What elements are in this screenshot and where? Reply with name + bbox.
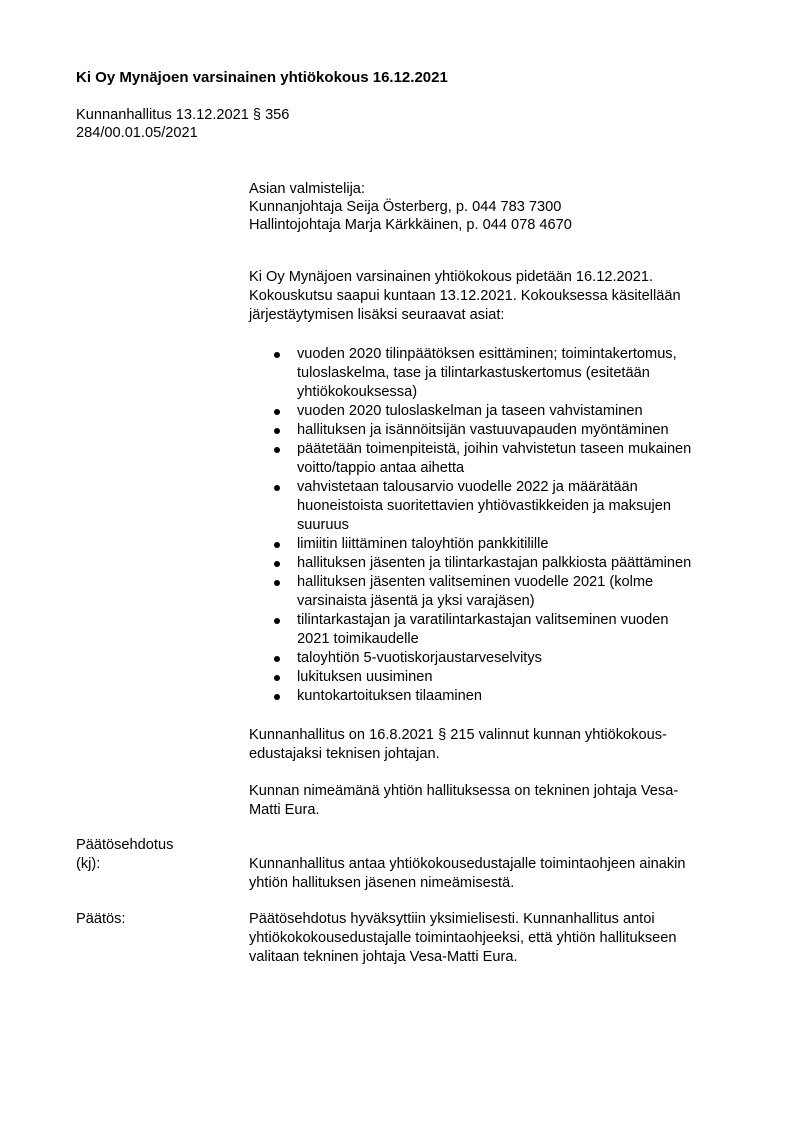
bullet-icon [274, 675, 280, 681]
meeting-reference: Kunnanhallitus 13.12.2021 § 356 [76, 107, 290, 123]
agenda-item-line: limiitin liittäminen taloyhtiön pankkitilille [297, 536, 549, 552]
agenda-item-line: hallituksen jäsenten ja tilintarkastajan palkkiosta päättäminen [297, 555, 692, 571]
intro-line: Ki Oy Mynäjoen varsinainen yhtiökokous pidetään 16.12.2021. [249, 269, 654, 285]
para1-line: edustajaksi teknisen johtajan. [249, 746, 440, 762]
agenda-item-line: päätetään toimenpiteistä, joihin vahvistetun taseen mukainen [297, 441, 692, 457]
agenda-item-line: huoneistoista suoritettavien yhtiövastikkeiden ja maksujen [297, 498, 671, 514]
bullet-icon [274, 409, 280, 415]
proposal-label: Päätösehdotus [76, 837, 174, 853]
agenda-item-line: taloyhtiön 5-vuotiskorjaustarveselvitys [297, 650, 542, 666]
bullet-icon [274, 352, 280, 358]
document-title: Ki Oy Mynäjoen varsinainen yhtiökokous 16.12.2021 [76, 69, 448, 86]
decision-text: Päätösehdotus hyväksyttiin yksimielisesti. Kunnanhallitus antoi [249, 911, 655, 927]
agenda-item-line: vuoden 2020 tuloslaskelman ja taseen vahvistaminen [297, 403, 643, 419]
para2-line: Kunnan nimeämänä yhtiön hallituksessa on tekninen johtaja Vesa- [249, 783, 679, 799]
agenda-item-line: varsinaista jäsentä ja yksi varajäsen) [297, 593, 535, 609]
bullet-icon [274, 542, 280, 548]
preparers-label: Asian valmistelija: [249, 181, 365, 197]
preparer-2: Hallintojohtaja Marja Kärkkäinen, p. 044 078 4670 [249, 217, 572, 233]
bullet-icon [274, 561, 280, 567]
agenda-item-line: vahvistetaan talousarvio vuodelle 2022 ja määrätään [297, 479, 638, 495]
bullet-icon [274, 485, 280, 491]
agenda-item-line: 2021 toimikaudelle [297, 631, 419, 647]
decision-text: yhtiökokokousedustajalle toimintaohjeeksi, että yhtiön hallitukseen [249, 930, 677, 946]
bullet-icon [274, 580, 280, 586]
bullet-icon [274, 447, 280, 453]
decision-text: valitaan tekninen johtaja Vesa-Matti Eura. [249, 949, 518, 965]
decision-label: Päätös: [76, 911, 126, 927]
agenda-item-line: tuloslaskelma, tase ja tilintarkastuskertomus (esitetään [297, 365, 650, 381]
record-number: 284/00.01.05/2021 [76, 125, 198, 141]
bullet-icon [274, 618, 280, 624]
agenda-item-line: yhtiökokouksessa) [297, 384, 418, 400]
para2-line: Matti Eura. [249, 802, 320, 818]
agenda-item-line: voitto/tappio antaa aihetta [297, 460, 465, 476]
agenda-item-line: hallituksen ja isännöitsijän vastuuvapauden myöntäminen [297, 422, 669, 438]
bullet-icon [274, 694, 280, 700]
intro-line: Kokouskutsu saapui kuntaan 13.12.2021. Kokouksessa käsitellään [249, 288, 681, 304]
preparer-1: Kunnanjohtaja Seija Österberg, p. 044 783 7300 [249, 199, 562, 215]
proposal-text: yhtiön hallituksen jäsenen nimeämisestä. [249, 875, 515, 891]
agenda-item-line: vuoden 2020 tilinpäätöksen esittäminen; toimintakertomus, [297, 346, 677, 362]
proposal-text: Kunnanhallitus antaa yhtiökokousedustajalle toimintaohjeen ainakin [249, 856, 686, 872]
intro-line: järjestäytymisen lisäksi seuraavat asiat: [249, 307, 505, 323]
bullet-icon [274, 656, 280, 662]
agenda-item-line: suuruus [297, 517, 349, 533]
agenda-item-line: lukituksen uusiminen [297, 669, 433, 685]
para1-line: Kunnanhallitus on 16.8.2021 § 215 valinnut kunnan yhtiökokous- [249, 727, 667, 743]
agenda-item-line: tilintarkastajan ja varatilintarkastajan valitseminen vuoden [297, 612, 669, 628]
agenda-item-line: kuntokartoituksen tilaaminen [297, 688, 482, 704]
bullet-icon [274, 428, 280, 434]
proposal-label-suffix: (kj): [76, 856, 101, 872]
agenda-item-line: hallituksen jäsenten valitseminen vuodelle 2021 (kolme [297, 574, 654, 590]
